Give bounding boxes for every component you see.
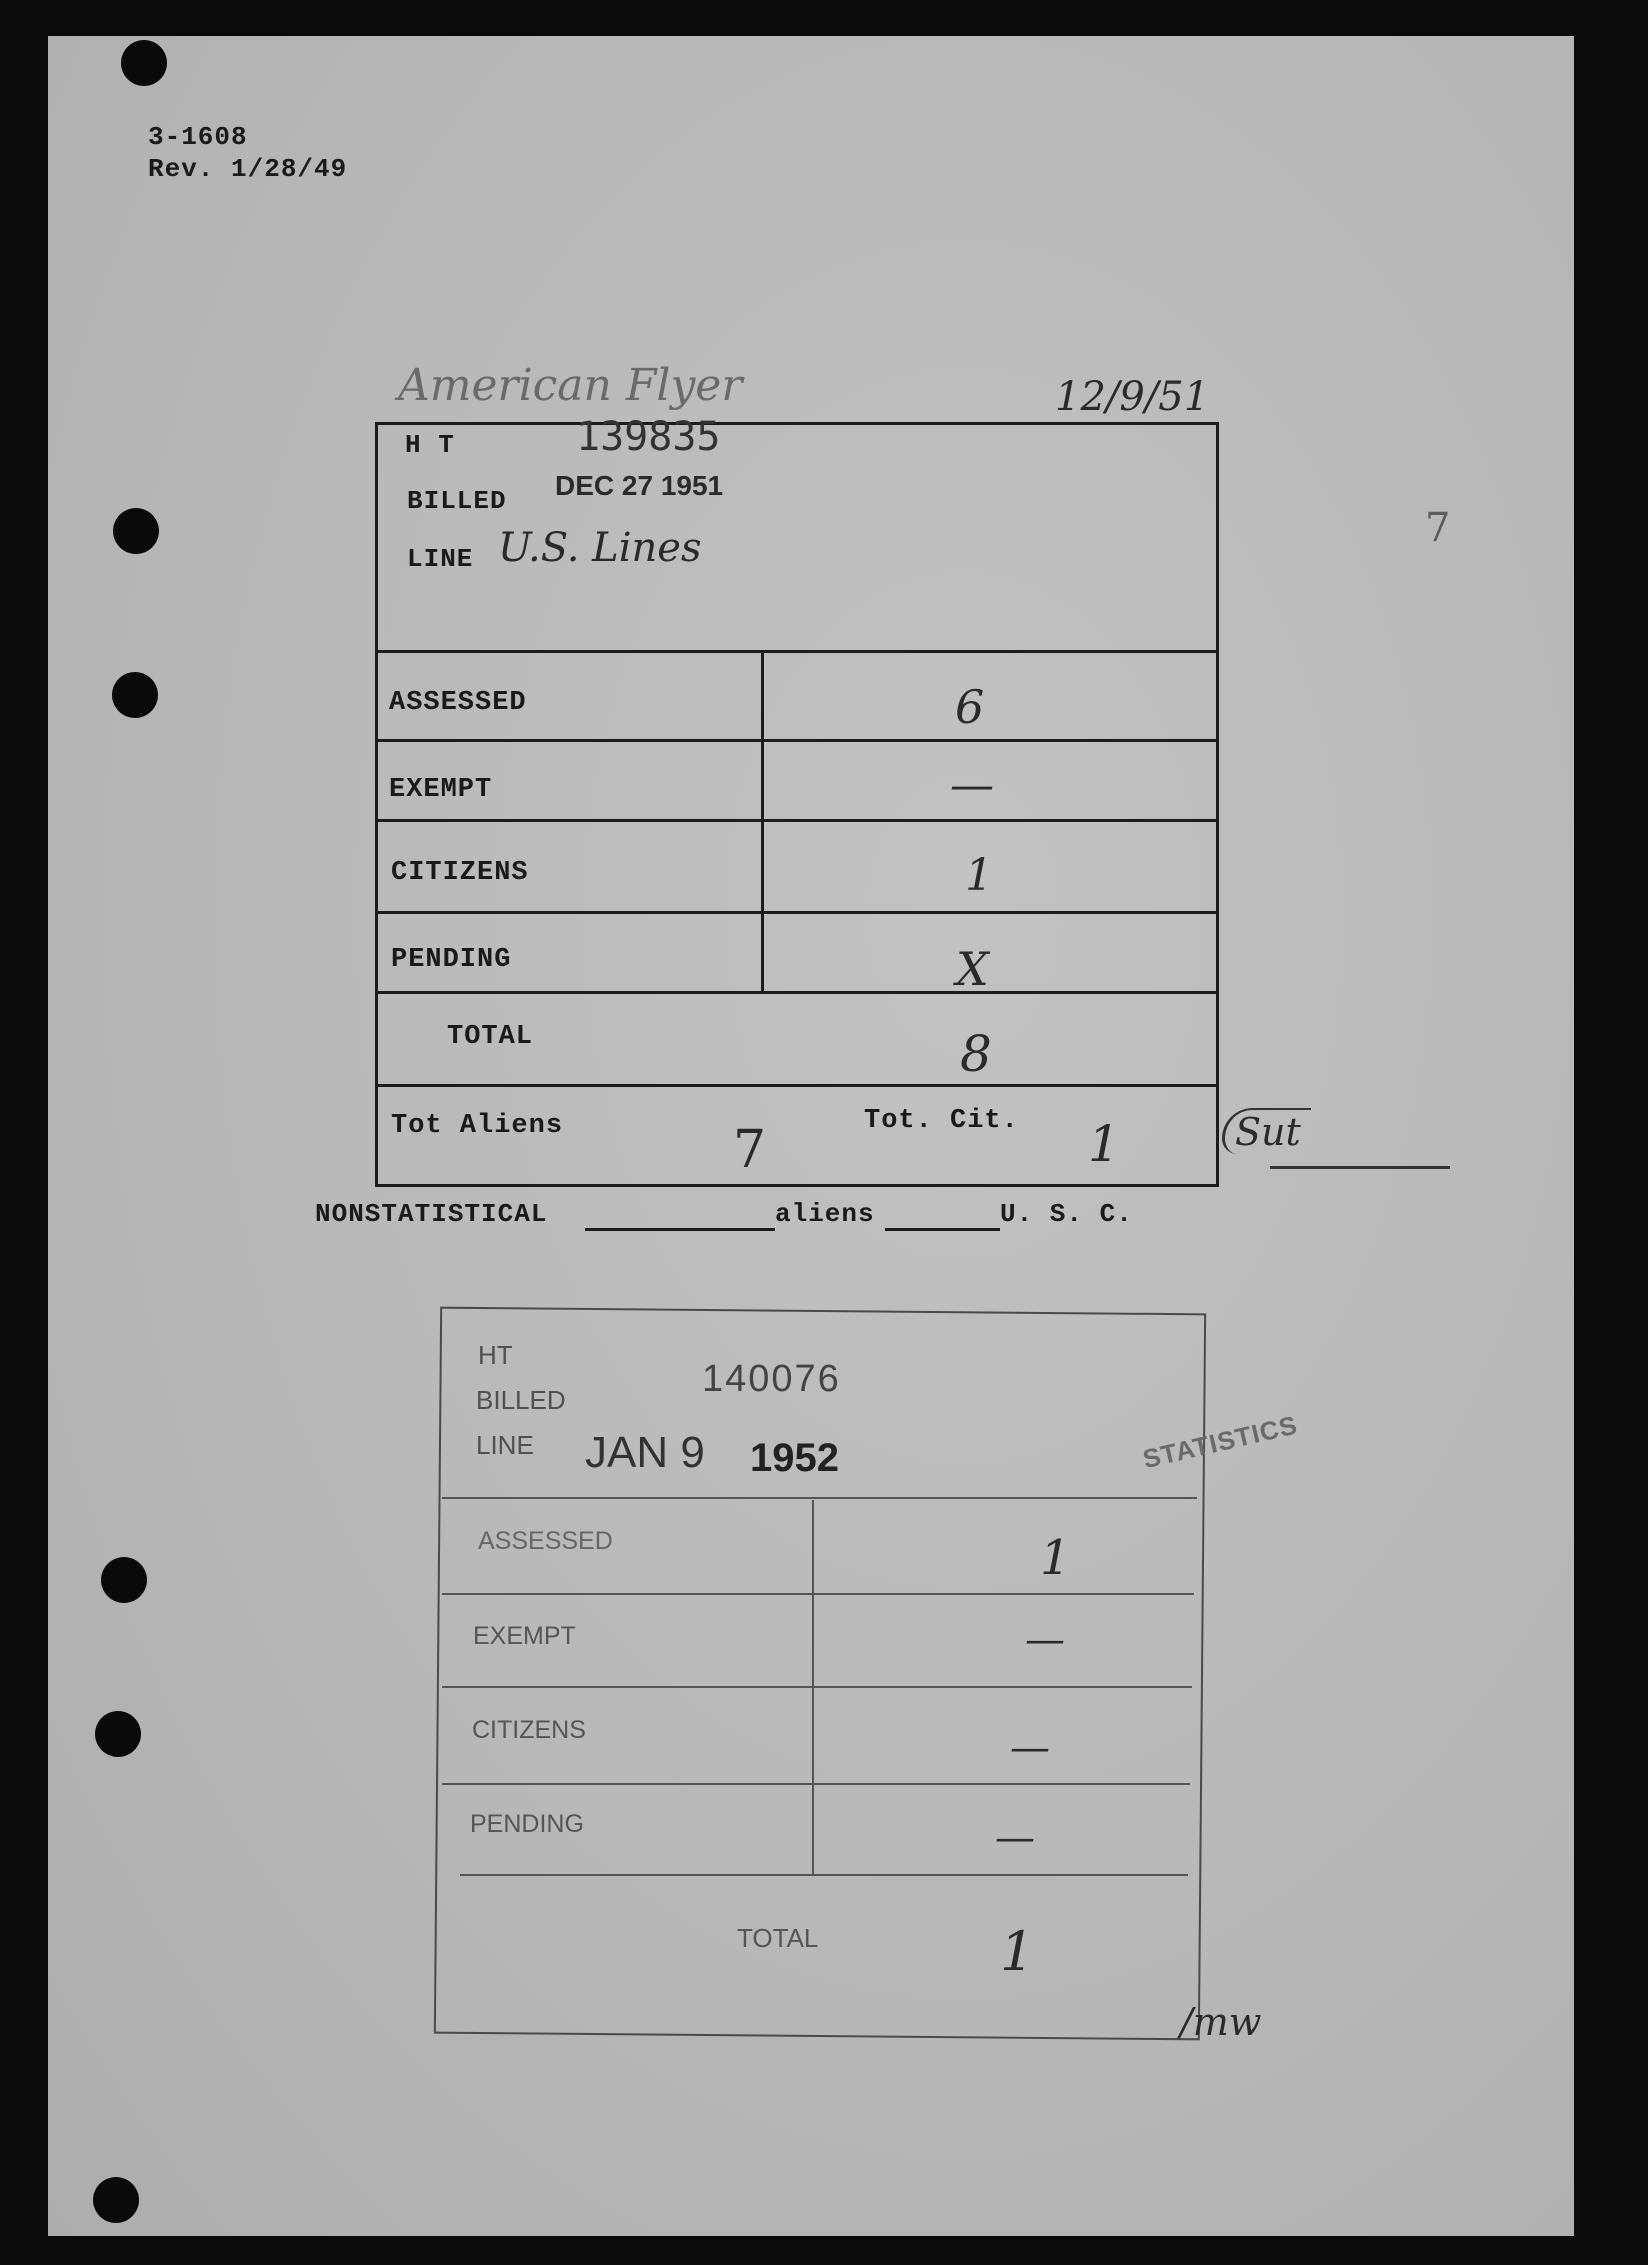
divider: [375, 739, 1216, 742]
assessed-label-2: ASSESSED: [478, 1527, 613, 1555]
citizens-label-2: CITIZENS: [472, 1716, 586, 1744]
divider: [375, 1084, 1216, 1087]
line-label: LINE: [407, 544, 474, 574]
divider: [375, 650, 1216, 653]
billed-label: BILLED: [407, 486, 507, 516]
initials-underline: [1270, 1166, 1450, 1169]
divider: [375, 911, 1216, 914]
exempt-value: —: [950, 760, 994, 811]
tot-aliens-value: 7: [733, 1120, 767, 1180]
total-value: 8: [960, 1025, 992, 1083]
exempt-label: EXEMPT: [389, 775, 493, 805]
punch-hole-icon: [113, 508, 159, 554]
divider: [442, 1497, 1197, 1499]
divider: [442, 1686, 1192, 1688]
pending-value-2: —: [995, 1815, 1035, 1861]
exempt-value-2: —: [1025, 1617, 1065, 1663]
column-divider: [761, 650, 764, 991]
citizens-value-2: —: [1010, 1725, 1050, 1771]
handwritten-date: 12/9/51: [1055, 374, 1210, 420]
divider: [460, 1874, 1188, 1876]
divider: [375, 991, 1216, 994]
billed-date-year: 1952: [750, 1436, 839, 1480]
punch-hole-icon: [112, 672, 158, 718]
column-divider: [812, 1500, 814, 1874]
billed-date-month-day: JAN 9: [585, 1428, 705, 1477]
punch-hole-icon: [101, 1557, 147, 1603]
citizens-value: 1: [965, 850, 993, 901]
exempt-label-2: EXEMPT: [473, 1622, 576, 1650]
nonstatistical-label: NONSTATISTICAL: [315, 1199, 548, 1229]
margin-mark: 7: [1425, 505, 1451, 551]
pending-value: X: [956, 942, 989, 996]
form-number: 3-1608: [148, 122, 248, 152]
form-revision: Rev. 1/28/49: [148, 154, 348, 184]
punch-hole-icon: [95, 1711, 141, 1757]
ht-label: H T: [405, 430, 455, 460]
billed-date-stamp: DEC 27 1951: [555, 470, 724, 501]
card2-frame: [434, 1307, 1206, 2041]
total-value-2: 1: [1000, 1920, 1035, 1983]
ht-label-2: HT: [478, 1340, 513, 1370]
handwritten-company-name: American Flyer: [398, 360, 743, 411]
total-label: TOTAL: [447, 1022, 534, 1052]
usc-label: U. S. C.: [1000, 1199, 1133, 1229]
checker-initials: Sut: [1222, 1108, 1311, 1154]
line-value: U.S. Lines: [498, 525, 702, 571]
pending-label: PENDING: [391, 945, 512, 975]
assessed-value: 6: [955, 680, 985, 734]
billed-label-2: BILLED: [476, 1385, 566, 1415]
total-label-2: TOTAL: [737, 1923, 819, 1953]
punch-hole-icon: [121, 40, 167, 86]
assessed-value-2: 1: [1040, 1530, 1071, 1586]
citizens-label: CITIZENS: [391, 858, 529, 888]
tot-cit-label: Tot. Cit.: [864, 1106, 1019, 1136]
divider: [442, 1783, 1190, 1785]
tot-cit-value: 1: [1088, 1115, 1120, 1173]
assessed-label: ASSESSED: [389, 688, 527, 718]
pending-label-2: PENDING: [470, 1810, 584, 1838]
divider: [375, 819, 1216, 822]
punch-hole-icon: [93, 2177, 139, 2223]
nonstatistical-blank: [585, 1228, 775, 1231]
aliens-label: aliens: [775, 1199, 875, 1229]
statistics-stamp: STATISTICS: [1140, 1409, 1301, 1475]
aliens-blank: [885, 1228, 1000, 1231]
card2-initials: /mw: [1180, 2000, 1262, 2044]
ht-number: 139835: [576, 414, 721, 460]
line-label-2: LINE: [476, 1430, 534, 1460]
ht-number-2: 140076: [702, 1358, 841, 1400]
divider: [442, 1593, 1194, 1595]
tot-aliens-label: Tot Aliens: [391, 1111, 564, 1141]
